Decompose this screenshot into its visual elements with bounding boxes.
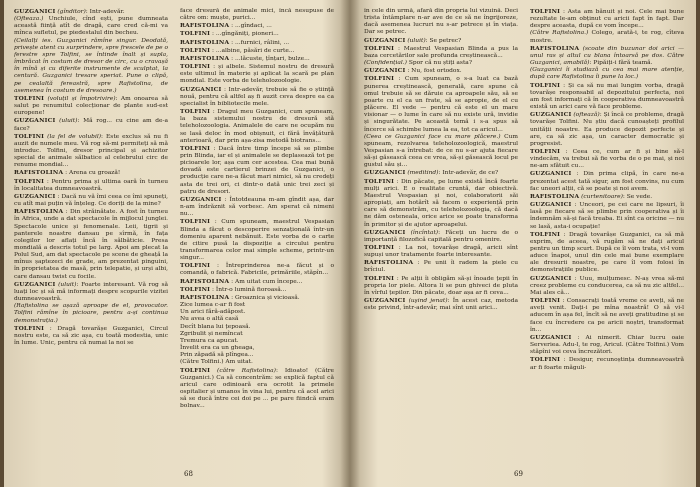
dialogue-paragraph xyxy=(364,297,518,312)
dialogue-paragraph xyxy=(364,37,518,45)
dialogue-text: : Din străinătate. A fost în turneu în Africa, unde a dat spectacole în mijlocul junglei. Spectacole unice și fenomenale. Leii, tigrii și panterele noastre dansau pe sîrmă, în fața colegilor lor aflați încă în sălbăticie. Presa mondială a descris totul pe larg. Apoi am plecat la Polul Sud, am dat spectacole pe scene de gheață la mînus șaptezeci de grade, am prezentat pinguini, în proprietatea de masă, prin telepatie, și urși albi, care dansau twist cu focile. xyxy=(14,209,168,280)
dialogue-paragraph xyxy=(364,275,518,297)
dialogue-text: : Se vede. xyxy=(622,193,653,200)
dialogue-text: : Este exclus să nu fi auzit de numele meu. Vă rog să-mi permiteți să mă introduc. Tolfini, dresor principal și achizitor special de animale sălbatice al celebrului circ de renume mondial... xyxy=(14,133,168,169)
right-page-number: 69 xyxy=(514,470,523,478)
dialogue-paragraph xyxy=(14,133,168,170)
dialogue-paragraph xyxy=(180,145,334,196)
speaker-name: RAFISTOLINA xyxy=(530,44,580,52)
dialogue-paragraph xyxy=(14,303,168,324)
stage-direction: (Către Rafistolina.) xyxy=(530,30,589,37)
dialogue-paragraph xyxy=(530,111,684,148)
dialogue-text: : Ceea ce, cum ar fi și bine să-l vindecăm, va trebui să fie vorba de o pe mai, și noi ne-am sfătuit cu... xyxy=(530,148,684,170)
speaker-name: GUZGANICI xyxy=(14,280,56,288)
dialogue-text: : ...albine, păsări de curte... xyxy=(212,47,295,54)
dialogue-text: : În acest caz, metoda este privind, într-adevăr, mai sînt unii arici... xyxy=(364,298,518,312)
dialogue-paragraph xyxy=(14,281,168,303)
speaker-name: TOLFINI xyxy=(364,177,395,185)
speaker-name: TOLFINI xyxy=(180,218,211,226)
stage-direction: (Ceilalți ies. Guzganici rămîne singur. Deodată, privește atent cu surprindere, spre frescele de pe o ferestre spre Tolfini, se întinde înalt și supla, îmbrăcat în costum de dresor de circ, cu o cravașă în mînă și cu diferite instrumente de sculptat, la centură. Guzganici tresare speriat. Pune o clipă, pe cealaltă fereastră, spre Rafistolina, de asemenea în costum de dresoare.) xyxy=(14,37,168,94)
dialogue-text: : ...gîndaci, ... xyxy=(231,23,272,30)
speaker-name: GUZGANICI xyxy=(530,274,572,282)
speaker-name: RAFISTOLINA xyxy=(14,208,64,216)
stage-direction: (Ceea ce Guzganici face cu mare plăcere.) xyxy=(364,133,501,140)
dialogue-paragraph xyxy=(180,262,334,277)
dialogue-paragraph xyxy=(14,169,168,177)
dialogue-text: : ...lăcuste, țînțari, bulze... xyxy=(231,55,310,62)
dialogue-text: : Intr-adevăr, trebuie să fie o știință nouă, pentru că altfel aș fi auzit ceva despre ea ca specialist în bibliotecile mele. xyxy=(180,86,334,107)
stage-direction: (uşind jenat) xyxy=(408,298,448,305)
speaker-name: RAFISTOLINA xyxy=(14,169,64,177)
speaker-name: RAFISTOLINA xyxy=(180,38,230,46)
speaker-name: TOLFINI xyxy=(530,230,561,238)
speaker-name: GUZGANICI xyxy=(530,201,572,209)
speaker-name: GUZGANICI xyxy=(14,192,56,200)
stage-direction: (Guzganici îi studiază cu cea mai mare atenție, după care Rafistolina îi pune la loc.) xyxy=(530,67,684,81)
speaker-name: TOLFINI xyxy=(180,144,211,152)
speaker-name: TOLFINI xyxy=(180,30,211,38)
dialogue-text: : Într-o lumină fioroasă... xyxy=(212,286,287,293)
stage-direction: (uluit) xyxy=(407,37,426,44)
dialogue-paragraph xyxy=(364,8,518,37)
dialogue-paragraph xyxy=(180,47,334,55)
dialogue-paragraph xyxy=(14,208,168,281)
dialogue-text: : Pe unii îi radem la piele cu brîciul. xyxy=(364,260,518,274)
stage-direction: (meditind) xyxy=(407,170,439,177)
speaker-name: GUZGANICI xyxy=(364,169,406,177)
dialogue-text: : Ai nimerit. Chiar lucru oaie Serveriea. Adu-l, te rog, Aricul. (Către Tolfini.) Vom stăpîni voi ceva încrezători. xyxy=(530,334,684,356)
dialogue-paragraph xyxy=(530,275,684,297)
stage-direction: (oftează) xyxy=(573,112,600,119)
dialogue-paragraph xyxy=(14,178,168,193)
dialogue-text: : Întreprinderea ne-a făcut și o comandă, o fabrică. Fabricile, primăriile, stăpîn... xyxy=(180,263,334,277)
stage-direction: (curtenitoare) xyxy=(581,193,623,200)
dialogue-text: : Făceți un lucru de o importanță filozofică capitală pentru omenire. xyxy=(364,229,518,243)
dialogue-text: : Maestrul Vespasian Blinda a pus la baza cercetărilor sale profunda creștinească... xyxy=(364,45,518,59)
dialogue-text: : Consacrați toată vreme ce aveți, să ne aveți venit. Dați-i pe mîna noastră! O să vi-l aducem în așa fel, încît să ne aveți gratitudine și se face cu încredere ca pe aricii noștri, transformat în... xyxy=(530,298,684,333)
dialogue-paragraph xyxy=(180,286,334,294)
dialogue-paragraph xyxy=(14,8,168,16)
speaker-name: GUZGANICI xyxy=(364,36,406,44)
speaker-name: TOLFINI xyxy=(14,132,45,140)
dialogue-paragraph xyxy=(364,134,518,170)
dialogue-paragraph xyxy=(180,86,334,108)
left-page-number: 68 xyxy=(184,470,193,478)
dialogue-text: : Se petrec? xyxy=(425,37,462,44)
dialogue-paragraph xyxy=(364,229,518,244)
speaker-name: TOLFINI xyxy=(180,366,211,374)
dialogue-paragraph xyxy=(180,30,334,38)
speaker-name: TOLFINI xyxy=(364,274,395,282)
stage-direction: (încîntat) xyxy=(410,229,439,236)
speaker-name: RAFISTOLINA xyxy=(530,192,580,200)
dialogue-text: : Pe alții îi obligăm să-și înoade țepii în propria lor piele. Altora li se pun ghiveci de pluta în vîrful țepilor. Din păcate, doar așa ar fi ceva... xyxy=(364,275,518,296)
dialogue-paragraph xyxy=(530,193,684,201)
right-page-column-1 xyxy=(364,8,518,456)
dialogue-paragraph xyxy=(530,30,684,44)
speaker-name: TOLFINI xyxy=(364,75,395,83)
speaker-name: TOLFINI xyxy=(530,356,561,364)
right-page xyxy=(364,8,686,482)
speaker-name: GUZGANICI xyxy=(364,67,406,75)
stage-direction: (către Rafistolina) xyxy=(217,367,276,374)
dialogue-text: : Cum spuneam, o s-a luat ca bază punerea creștinească, generală, care spune că omul trebuie să se dăruie ca aproapele său, să se poarte cu el ca un frate, să se apropie, de el cu plăcere. El vede — pentru că este el un mare visionar — o lume în care să nu existe ură, invidie și singurătate. Pe această temă i s-a spus să încerce să schimbe lumea la ea, tot ca aricul... xyxy=(364,76,518,133)
speaker-name: RAFISTOLINA xyxy=(364,259,414,267)
dialogue-paragraph xyxy=(180,39,334,47)
dialogue-paragraph xyxy=(530,334,684,356)
speaker-name: RAFISTOLINA xyxy=(180,22,230,30)
speaker-name: TOLFINI xyxy=(530,8,561,15)
dialogue-text: : Și încă ce probleme, dragă tovarășe Tolfini. Nu știu dacă cunoașteți profilul unității noastre. Ea produce depozit perfecte și are, ca să zic așa, un caracter democratic și progresist. xyxy=(530,112,684,147)
dialogue-text: : Am uitat cum începe... xyxy=(231,278,303,285)
speaker-name: GUZGANICI xyxy=(530,170,572,178)
book-cover-edge-right xyxy=(696,0,700,487)
dialogue-paragraph xyxy=(364,45,518,60)
stage-direction: (Confidențial.) xyxy=(364,60,407,67)
dialogue-paragraph xyxy=(364,244,518,259)
dialogue-text: : Asta am bănuit și noi. Cele mai bune rezultate le-am obținut cu aricii fapt în fapt. Dar despre aceasta, după ce vom începe... xyxy=(530,9,684,30)
left-page xyxy=(14,8,336,482)
dialogue-text: : Dragă tovarășe Guzganici, Circul nostru este, ca să zic așa, cu toată modestia, unic în lume. Unic, pentru că numai la noi se xyxy=(14,325,168,347)
dialogue-paragraph xyxy=(530,148,684,170)
speaker-name: RAFISTOLINA xyxy=(180,277,230,285)
dialogue-text: : ...furnici, râlini, ... xyxy=(231,39,290,46)
speaker-name: TOLFINI xyxy=(14,94,45,102)
dialogue-text: Colego, arată-i, te rog, cîteva mostre. xyxy=(530,30,684,44)
dialogue-paragraph xyxy=(180,63,334,85)
speaker-name: TOLFINI xyxy=(180,262,211,270)
dialogue-text: Zice lumea c-ar fi fost Un arici fără-adăpost. Nu avea o altă casă Decît blana lui țepoasă. Zgribulit și nemîncat Tremura ca apucat. Învelit era ca un gheaga, Prin zăpadă să plîngea... (Către Tolfini.) Am uitat. xyxy=(180,302,255,366)
speaker-name: TOLFINI xyxy=(14,177,45,185)
dialogue-paragraph xyxy=(180,8,334,22)
dialogue-text: : și albele. Sistemul nostru de dresură este ultimul în materie și aplicat la scară pe plan mondial. Este vorba de teleholozoologie. xyxy=(180,64,334,85)
dialogue-text: : Pentru prima și ultima oară în turneu în localitatea dumneavoastră. xyxy=(14,178,168,192)
dialogue-paragraph xyxy=(14,117,168,132)
left-page-column-2 xyxy=(180,8,334,456)
dialogue-text: : Am onoarea să salut pe renumitul colecționar de plante sud-est europene! xyxy=(14,95,168,117)
stage-direction: (la fel de volubil) xyxy=(47,133,102,140)
left-page-column-1 xyxy=(14,8,168,456)
stage-direction: (uluit) xyxy=(58,281,77,288)
book-cover-edge-left xyxy=(0,0,4,487)
speaker-name: TOLFINI xyxy=(530,81,561,89)
speaker-name: GUZGANICI xyxy=(530,111,572,119)
dialogue-paragraph xyxy=(530,201,684,231)
speaker-name: GUZGANICI xyxy=(530,333,572,341)
dialogue-paragraph xyxy=(530,67,684,81)
dialogue-paragraph xyxy=(364,60,518,67)
dialogue-paragraph xyxy=(180,302,334,366)
speaker-name: RAFISTOLINA xyxy=(180,54,230,62)
dialogue-paragraph xyxy=(530,82,684,112)
dialogue-paragraph xyxy=(14,95,168,117)
stage-direction: (scoate din buzunar doi arici — unul ras și altul cu blana întoarsă pe dos. Către Guzganici, amabilă) xyxy=(530,45,684,67)
dialogue-text: : Întotdeauna m-am gîndit așa, dar n-am îndrăznit să vorbesc. Am sperat că nimeni nu... xyxy=(180,196,334,218)
speaker-name: TOLFINI xyxy=(14,324,45,332)
speaker-name: GUZGANICI xyxy=(14,8,56,15)
stage-direction: (gînditor) xyxy=(57,9,86,15)
dialogue-paragraph xyxy=(180,22,334,30)
dialogue-text: : Dragă tovarășe Guzganici, ca să mă exprim, de aceea, vă rugăm să ne dați aricul pentru un timp scurt. După ce îl vom trata, vi-l vom aduce înapoi, unul din cele mai bune exemplare ale dresurii noastre, pe care îl vom folosi în demonstrațiile publice. xyxy=(530,231,684,274)
dialogue-paragraph xyxy=(14,193,168,208)
dialogue-text: : Pipăiți-i fără teamă. xyxy=(589,60,653,67)
dialogue-text: : Foarte interesant. Vă rog să luați loc și să mă informați despre scopurile vizitei dumneavoastră. xyxy=(14,281,168,303)
dialogue-text: : La noi, tovarășe dragă, aricii sînt supuși unor tratamente foarte interesante. xyxy=(364,245,518,259)
dialogue-text: : Unceori, pe cei care ne lipsuri, îi lasă pe fiecare să se plimbe prin cooperativa și îi îndemnăm să-și facă treaba. Ei sînt ca oricine — nu se lasă, asta-i ocupație! xyxy=(530,202,684,230)
dialogue-paragraph xyxy=(180,278,334,286)
speaker-name: TOLFINI xyxy=(180,46,211,54)
dialogue-text: : Intr-adevăr, de ce? xyxy=(438,170,499,177)
dialogue-paragraph xyxy=(364,67,518,75)
dialogue-paragraph xyxy=(364,169,518,177)
dialogue-paragraph xyxy=(530,170,684,192)
dialogue-text: : Nu, fost ortodox. xyxy=(407,68,462,75)
dialogue-paragraph xyxy=(180,367,334,411)
dialogue-text: : Dacă între timp începe să se plimbe prin Blinda, iar el și animalele se deplasează tot pe picioarele lor, așa cum cer acestea. Cea mai bună dovadă este cartierul brinzei de Guzganici, o producție care ne-a făcut mari nimici, să nu credeți asta de trei ori, ci dintr-o dată unic trei zeci și patru de dresori. xyxy=(180,145,334,195)
speaker-name: TOLFINI xyxy=(530,297,561,305)
dialogue-text: : Dacă nu vă îmi ceea ce îmi spuneți, cu atît mai puțin vă înțeleg. Ce doriți de la mine? xyxy=(14,193,168,208)
dialogue-text: : Desigur, recunoștința dumneavoastră ar fi foarte măguli- xyxy=(530,357,684,371)
dialogue-paragraph xyxy=(530,356,684,371)
stage-direction: (voluțil și împotrivire) xyxy=(47,95,116,102)
dialogue-paragraph xyxy=(14,16,168,37)
speaker-name: TOLFINI xyxy=(364,44,395,52)
stage-direction: (Ofteaza.) xyxy=(14,16,44,23)
dialogue-paragraph xyxy=(180,196,334,218)
dialogue-paragraph xyxy=(530,8,684,30)
speaker-name: TOLFINI xyxy=(180,108,211,116)
speaker-name: GUZGANICI xyxy=(364,228,406,236)
dialogue-text: în cele din urmă, afară din propria lui vizuină. Deci trista întâmplare n-ar ave de ce să ne îngrijoreze, dacă asemenea lucruri nu s-ar petrece și în viața. Dar se petrec. xyxy=(364,8,518,36)
dialogue-paragraph xyxy=(530,297,684,334)
dialogue-paragraph xyxy=(180,55,334,63)
dialogue-paragraph xyxy=(530,231,684,275)
speaker-name: TOLFINI xyxy=(364,244,395,251)
dialogue-text: : Uuu, mulțumesc. N-aș vrea să-mi creez probleme cu conducerea, ca să nu zic altfel... Mai ales că... xyxy=(530,275,684,296)
speaker-name: GUZGANICI xyxy=(14,117,56,125)
dialogue-paragraph xyxy=(364,178,518,229)
dialogue-text: : Cum spuneam, maestrul Vespasian Blinda a făcut o descoperire senzațională într-un domeniu aparent nebănuit. Este vorba de o carte de citire pusă la dispoziție a circului pentru transformarea celor mai simple scheme, printr-un singur... xyxy=(180,219,334,262)
speaker-name: RAFISTOLINA xyxy=(180,293,230,301)
dialogue-text: : Și ca să nu mai lungim vorba, dragă tovarășe responsabil al depozitului perfecta, noi am fost informați că în cooperativa dumneavoastră există un arici care vă face probleme. xyxy=(530,82,684,111)
dialogue-text: : Mă rog... cu cine am de-a face? xyxy=(14,118,168,132)
speaker-name: GUZGANICI xyxy=(180,85,222,93)
stage-direction: (Rafistolina se așază aproape de el, provocator. Tolfini rămîne în picioare, pentru a-și continua demonstrația.) xyxy=(14,303,168,324)
dialogue-text: : Groaznica și vicioasă. xyxy=(231,294,300,301)
book-gutter xyxy=(340,0,360,487)
dialogue-text: : Intr-adevăr. xyxy=(85,9,125,15)
dialogue-text: face dresură de animale mici, încă nesupuse de către om: muște, purici... xyxy=(180,8,334,22)
dialogue-text: : ...gîngăniți, pioneri... xyxy=(212,31,279,38)
speaker-name: TOLFINI xyxy=(180,285,211,293)
dialogue-text: : Dragul meu Guzganici, cum spuneam, la baza sistemului nostru de dresură stă teleholozoologia. Animalele de care ne ocupăm nu se lasă deloc în mod obișnuit, ci fără învățătură anterioară, dar prin așa-zisa metodă biotrans... xyxy=(180,109,334,144)
right-page-column-2 xyxy=(530,8,684,456)
dialogue-paragraph xyxy=(14,325,168,347)
dialogue-paragraph xyxy=(180,294,334,302)
speaker-name: TOLFINI xyxy=(530,147,561,155)
dialogue-paragraph xyxy=(364,259,518,274)
dialogue-paragraph xyxy=(180,218,334,262)
dialogue-paragraph xyxy=(530,45,684,67)
dialogue-paragraph xyxy=(180,108,334,145)
dialogue-text: : Arena cu groază! xyxy=(65,170,121,177)
dialogue-text: : Din păcate, pe lume există încă foarte mulți arici. E o realitate cruntă, dar obiectivă. Maestrul Vespasian și noi, colaboratorii săi apropiați, am hotărît să facem o experiență prin care să demonstrăm, cu teleholozoologia, că dacă ne dăm osteneala, orice arice se poate transforma în primitor și de ajutor aproapelui. xyxy=(364,178,518,228)
dialogue-paragraph xyxy=(364,75,518,133)
speaker-name: TOLFINI xyxy=(180,63,211,71)
dialogue-text: : Din prima clipă, în care ne-a prezentat acest tată sigur, am fost convins, nu cum fac uneori alții, că se poate și noi avem. xyxy=(530,171,684,192)
speaker-name: GUZGANICI xyxy=(180,195,222,203)
dialogue-paragraph xyxy=(14,38,168,95)
speaker-name: GUZGANICI xyxy=(364,297,406,305)
dialogue-text: Spor că nu știți asta? xyxy=(406,60,472,67)
stage-direction: (uluit) xyxy=(59,118,78,125)
dialogue-text: Unchiule, cînd ești, pune dumneata această ființă atît de dragă, care cred că-mi va mînca sufletul, pe piedestalul din becheu. xyxy=(14,16,168,37)
dialogue-text: : Idioato! (Către Guzganici.) Ca să concentrăm: se explică faptul că aricul care odinioară era ocrotit la primele ospitalier și umanos în vina lui, pentru că acel arici să se ducă între cei doi pe ... pe pare fiindcă eram bolnav... xyxy=(180,367,334,410)
dialogue-text: Cum spuneam, rezolvarea teleholozoologică, maestrul Vespasian s-a întrebat: de ce nu s-ar ajuta fiecare să-și găsească ceea ce vrea, să-și găsească locul pe gustul său și... xyxy=(364,133,518,169)
